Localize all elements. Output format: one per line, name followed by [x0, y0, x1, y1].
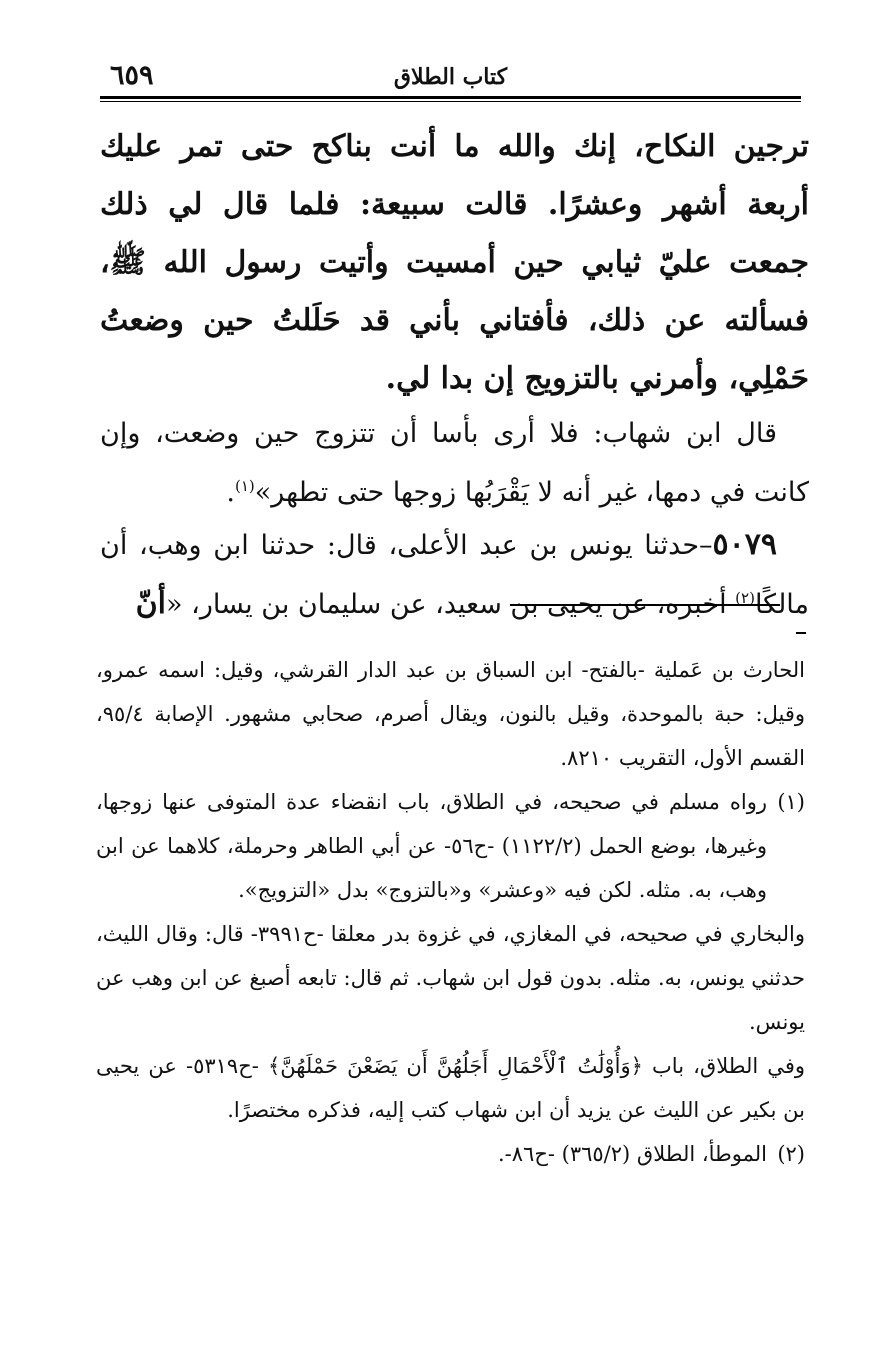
header-rule-thin	[100, 101, 801, 102]
footnote-separator	[510, 604, 780, 606]
footnote-1-part-c: وفي الطلاق، باب ﴿وَأُوْلَٰتُ ٱلْأَحْمَالِ أَجَلُهُنَّ أَن يَضَعْنَ حَمْلَهُنَّ﴾ -ح٥٣١٩- عن يحيى بن بكير عن الليث عن يزيد أن ابن شهاب كتب إليه، فذكره مختصرًا.	[96, 1054, 805, 1122]
footnote-ref-2: (٢)	[735, 589, 755, 607]
header-rule-thick	[100, 96, 801, 99]
main-text	[100, 118, 809, 631]
footnote-1-part-a: رواه مسلم في صحيحه، في الطلاق، باب انقضاء عدة المتوفى عنها زوجها، وغيرها، بوضع الحمل (١١٢٢/٢) -ح٥٦- عن أبي الطاهر وحرملة، كلاهما عن ابن وهب، به. مثله. لكن فيه «وعشر» و«بالتزوج» بدل «التزويج».	[96, 790, 767, 902]
footnote-2	[96, 1132, 805, 1176]
page-header	[100, 58, 801, 98]
paragraph-3-bold: أنّ	[135, 586, 167, 621]
footnotes	[96, 648, 805, 1176]
book-title: كتاب الطلاق	[393, 64, 508, 90]
paragraph-3	[100, 519, 809, 631]
footnote-1-part-b: والبخاري في صحيحه، في المغازي، في غزوة بدر معلقا -ح٣٩٩١- قال: وقال الليث، حدثني يونس، به. مثله. بدون قول ابن شهاب. ثم قال: تابعه أصبغ عن ابن وهب عن يونس.	[96, 922, 805, 1034]
footnote-1	[96, 780, 805, 912]
hadith-number: ٥٠٧٩	[712, 527, 777, 562]
footnote-1-number: (١)	[777, 790, 805, 814]
page-number: ٦٥٩	[110, 60, 154, 91]
footnote-ref-1: (١)	[234, 477, 255, 495]
footnote-continuation: الحارث بن عَملية -بالفتح- ابن السباق بن عبد الدار القرشي، وقيل: اسمه عمرو، وقيل: حبة بالموحدة، وقيل بالنون، ويقال أصرم، صحابي مشهور. الإصابة ٩٥/٤، القسم الأول، التقريب ٨٢١٠.	[96, 658, 805, 770]
paragraph-1: ترجين النكاح، إنك والله ما أنت بناكح حتى تمر عليك أربعة أشهر وعشرًا. قالت سبيعة: فلما قال لي ذلك جمعت عليّ ثيابي حين أمسيت وأتيت رسول الله ﷺ، فسألته عن ذلك، فأفتاني بأني قد حَلَلتُ حين وضعتُ حَمْلِي، وأمرني بالتزويج إن بدا لي.	[100, 129, 809, 396]
paragraph-3-text-a: –حدثنا يونس بن عبد الأعلى، قال: حدثنا ابن وهب، أن مالكًا	[100, 530, 809, 620]
footnote-2-number: (٢)	[777, 1142, 805, 1166]
paragraph-3-text-b: أخبره، عن يحيى بن سعيد، عن سليمان بن يسار، «	[166, 589, 736, 620]
paragraph-2	[100, 408, 809, 519]
continuation-mark	[796, 632, 806, 634]
paragraph-2-end: .	[226, 477, 235, 508]
footnote-2-text: الموطأ، الطلاق (٣٦٥/٢) -ح٨٦-.	[497, 1142, 767, 1166]
paragraph-2-text: قال ابن شهاب: فلا أرى بأسا أن تتزوج حين وضعت، وإن كانت في دمها، غير أنه لا يَقْرَبُها زوجها حتى تطهر»	[100, 418, 809, 508]
